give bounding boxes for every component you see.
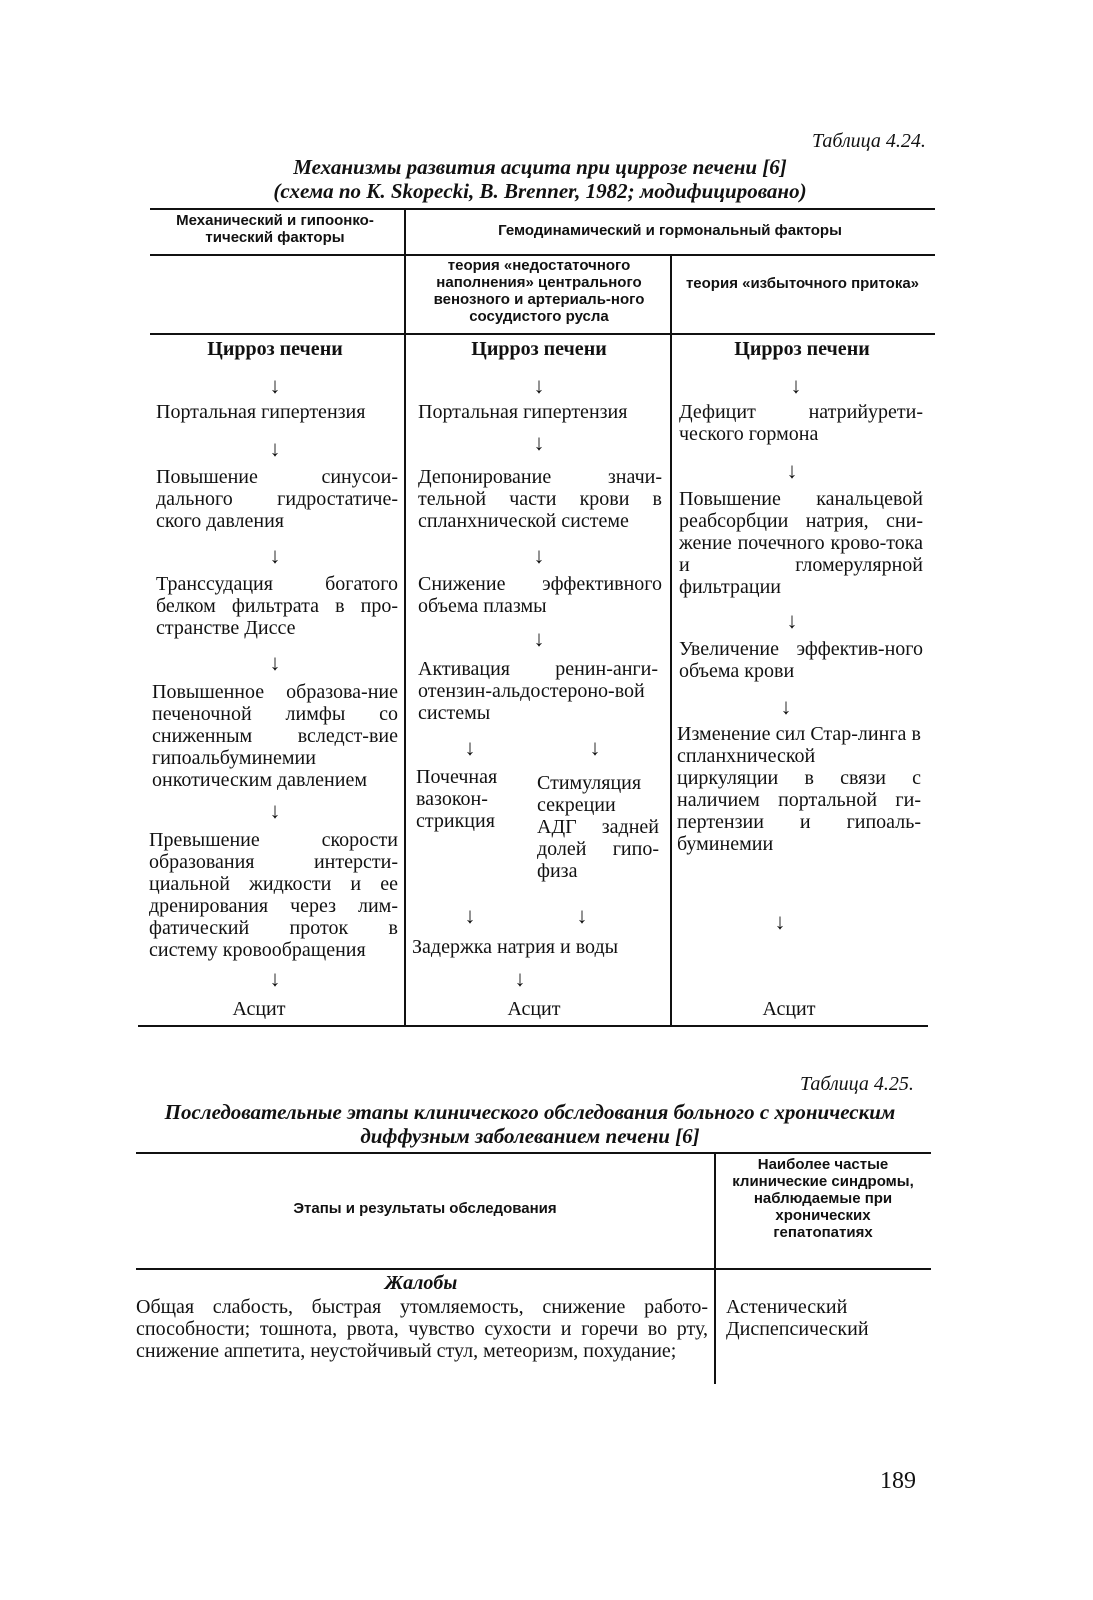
table2-header-stages: Этапы и результаты обследования xyxy=(293,1200,557,1217)
col2-arrow-6a: ↓ xyxy=(464,903,476,928)
table1-divider-2 xyxy=(670,254,672,1026)
col2-merge-sodium-water: Задержка натрия и воды xyxy=(412,936,619,958)
col2-step-1: Портальная гипертензия xyxy=(418,401,628,423)
col3-step-1: Дефицит натрийурети-ческого гормона xyxy=(679,401,923,445)
col1-arrow-2: ↓ xyxy=(269,436,281,461)
col2-step-3: Снижение эффективного объема плазмы xyxy=(418,573,662,617)
col3-arrow-5: ↓ xyxy=(774,909,786,934)
col2-arrow-2: ↓ xyxy=(533,430,545,455)
table1-header-mechanical: Механический и гипоонко-тический факторы xyxy=(176,212,374,246)
table1-divider-1 xyxy=(404,208,406,1026)
table1-header-hemodynamic: Гемодинамический и гормональный факторы xyxy=(498,222,842,239)
col2-arrow-5a: ↓ xyxy=(464,735,476,760)
table1-subheader-rule xyxy=(150,333,935,335)
table2-row1-text: Общая слабость, быстрая утомляемость, снижение работо-способности; тошнота, рвота, чувство сухости и горечи во рту, снижение аппетита, неустойчивый стул, метеоризм, похудание; xyxy=(136,1296,708,1362)
table2-title-line2: диффузным заболеванием печени [6] xyxy=(360,1124,700,1148)
table1-title-line2: (схема по K. Skopecki, B. Brenner, 1982; модифицировано) xyxy=(273,179,807,203)
col3-arrow-3: ↓ xyxy=(786,608,798,633)
col1-step-2: Повышение синусои-дального гидростатиче-ского давления xyxy=(156,466,398,532)
col3-arrow-1: ↓ xyxy=(790,373,802,398)
table2-section-complaints: Жалобы xyxy=(384,1272,458,1294)
col2-end-ascites: Асцит xyxy=(507,998,561,1020)
table2-caption: Таблица 4.25. xyxy=(800,1073,914,1095)
table1-title-line1: Механизмы развития асцита при циррозе печени [6] xyxy=(293,155,787,179)
col1-start: Цирроз печени xyxy=(207,338,343,360)
col1-arrow-3: ↓ xyxy=(269,543,281,568)
col1-end-ascites: Асцит xyxy=(232,998,286,1020)
col2-arrow-1: ↓ xyxy=(533,373,545,398)
col2-branch-adh: Стимуляция секреции АДГ задней долей гипо-физа xyxy=(537,772,659,882)
col2-step-4: Активация ренин-анги-отензин-альдостероно-вой системы xyxy=(418,658,658,724)
col2-step-2: Депонирование значи-тельной части крови в спланхнической системе xyxy=(418,466,662,532)
table2-top-rule xyxy=(136,1152,931,1154)
col3-end-ascites: Асцит xyxy=(762,998,816,1020)
table2-header-rule xyxy=(136,1268,931,1270)
col2-arrow-7: ↓ xyxy=(514,966,526,991)
table2-title-line1: Последовательные этапы клинического обследования больного с хроническим xyxy=(164,1100,896,1124)
table2-syndrome-dyspeptic: Диспепсический xyxy=(726,1318,869,1340)
page-number: 189 xyxy=(880,1468,916,1494)
table1-caption: Таблица 4.24. xyxy=(812,130,926,152)
col1-step-5: Превышение скорости образования интерсти-циальной жидкости и ее дренирования через лим-фатический проток в систему кровообращения xyxy=(149,829,398,961)
col2-arrow-3: ↓ xyxy=(533,543,545,568)
table1-subheader-overflow: теория «избыточного притока» xyxy=(685,275,920,292)
table1-top-rule xyxy=(150,208,935,210)
col2-arrow-4: ↓ xyxy=(533,626,545,651)
col1-step-4: Повышенное образова-ние печеночной лимфы со сниженным вследст-вие гипоальбуминемии онкотическим давлением xyxy=(152,681,398,791)
col2-arrow-5b: ↓ xyxy=(589,735,601,760)
col3-step-2: Повышение канальцевой реабсорбции натрия, сни-жение почечного крово-тока и гломерулярной фильтрации xyxy=(679,488,923,598)
table2-header-syndromes: Наиболее частые клинические синдромы, наблюдаемые при хронических гепатопатиях xyxy=(732,1156,914,1241)
col2-start: Цирроз печени xyxy=(471,338,607,360)
table1-header-rule xyxy=(150,254,935,256)
col1-arrow-1: ↓ xyxy=(269,373,281,398)
col3-step-4: Изменение сил Стар-линга в спланхнической циркуляции в связи с наличием портальной ги-пертензии и гипоаль-буминемии xyxy=(677,723,921,855)
col3-arrow-4: ↓ xyxy=(780,694,792,719)
table1-bottom-rule xyxy=(138,1025,928,1027)
col1-arrow-5: ↓ xyxy=(269,798,281,823)
col3-start: Цирроз печени xyxy=(734,338,870,360)
col3-arrow-2: ↓ xyxy=(786,458,798,483)
col3-step-3: Увеличение эффектив-ного объема крови xyxy=(679,638,923,682)
col2-branch-vasoconstriction: Почечная вазокон-стрикция xyxy=(416,766,498,832)
col1-arrow-6: ↓ xyxy=(269,966,281,991)
col1-step-3: Транссудация богатого белком фильтрата в про-странстве Диссе xyxy=(156,573,398,639)
col2-arrow-6b: ↓ xyxy=(576,903,588,928)
table2-syndrome-asthenic: Астенический xyxy=(726,1296,848,1318)
col1-arrow-4: ↓ xyxy=(269,650,281,675)
table2-divider xyxy=(714,1152,716,1384)
table1-subheader-underfill: теория «недостаточного наполнения» центрального венозного и артериаль-ного сосудистого русла xyxy=(433,257,645,325)
col1-step-1: Портальная гипертензия xyxy=(156,401,366,423)
